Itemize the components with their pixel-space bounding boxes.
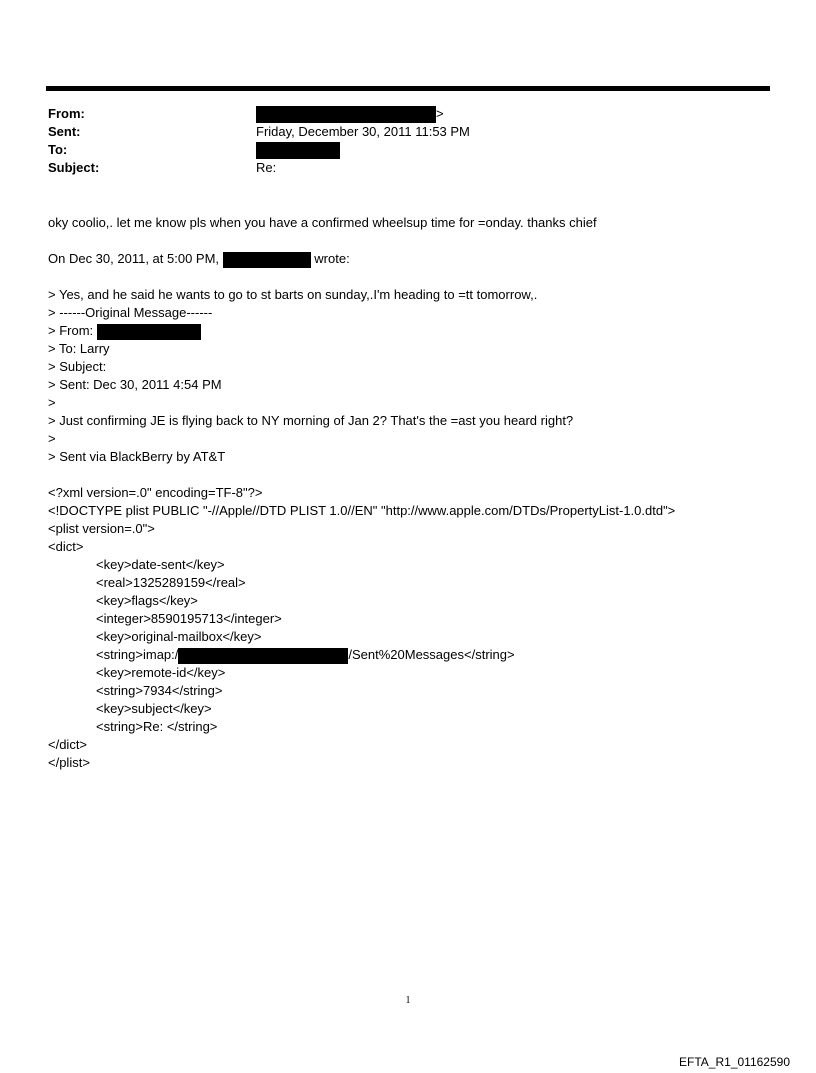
plist-line: <?xml version=.0" encoding=TF-8"?> <box>48 485 263 500</box>
attribution-prefix: On Dec 30, 2011, at 5:00 PM, <box>48 251 220 266</box>
subject-value: Re: <box>256 160 277 175</box>
quoted-line: > Subject: <box>48 359 107 374</box>
quoted-line: > <box>48 431 56 446</box>
to-value <box>256 141 340 159</box>
quoted-from-line <box>48 322 768 340</box>
plist-line: </plist> <box>48 755 90 770</box>
quoted-line: > Just confirming JE is flying back to NY morning of Jan 2? That's the =ast you heard right? <box>48 413 574 428</box>
plist-line: <real>1325289159</real> <box>96 575 246 590</box>
subject-row <box>48 159 748 177</box>
plist-line: <!DOCTYPE plist PUBLIC "-//Apple//DTD PLIST 1.0//EN" "http://www.apple.com/DTDs/PropertyList-1.0.dtd"> <box>48 503 676 518</box>
subject-label: Subject: <box>48 160 100 175</box>
plist-line: <key>flags</key> <box>96 593 198 608</box>
quoted-line: > Sent via BlackBerry by AT&T <box>48 449 226 464</box>
quoted-line: > Yes, and he said he wants to go to st barts on sunday,.I'm heading to =tt tomorrow,. <box>48 287 538 302</box>
from-label: From: <box>48 106 85 121</box>
plist-line: <integer>8590195713</integer> <box>96 611 282 626</box>
redaction-box <box>256 106 436 123</box>
from-suffix: > <box>436 106 444 121</box>
attribution-suffix: wrote: <box>314 251 350 266</box>
redaction-box <box>178 648 348 664</box>
plist-line: <key>original-mailbox</key> <box>96 629 262 644</box>
imap-prefix: <string>imap:/ <box>96 647 179 662</box>
plist-imap-line <box>48 646 768 664</box>
sent-value: Friday, December 30, 2011 11:53 PM <box>256 124 470 139</box>
from-value <box>256 105 444 123</box>
plist-line: <string>7934</string> <box>96 683 223 698</box>
redaction-box <box>97 324 201 340</box>
from-row <box>48 105 748 123</box>
quoted-line: > Sent: Dec 30, 2011 4:54 PM <box>48 377 222 392</box>
to-label: To: <box>48 142 68 157</box>
quoted-line: > To: Larry <box>48 341 110 356</box>
page-number: 1 <box>405 995 411 1006</box>
plist-line: <key>subject</key> <box>96 701 212 716</box>
quoted-line: > ------Original Message------ <box>48 305 213 320</box>
to-row <box>48 141 748 159</box>
bates-number: EFTA_R1_01162590 <box>679 1055 790 1069</box>
plist-line: <string>Re: </string> <box>96 719 218 734</box>
plist-line: <plist version=.0"> <box>48 521 155 536</box>
plist-line: <key>date-sent</key> <box>96 557 225 572</box>
email-header <box>48 105 748 177</box>
imap-suffix: /Sent%20Messages</string> <box>348 647 515 662</box>
quoted-line: > <box>48 395 56 410</box>
redaction-box <box>256 142 340 159</box>
attribution-line <box>48 250 768 268</box>
reply-line: oky coolio,. let me know pls when you have a confirmed wheelsup time for =onday. thanks chief <box>48 215 597 230</box>
top-rule <box>46 86 770 91</box>
plist-line: <key>remote-id</key> <box>96 665 226 680</box>
sent-label: Sent: <box>48 124 81 139</box>
redaction-box <box>223 252 311 268</box>
email-body <box>48 214 768 772</box>
plist-line: </dict> <box>48 737 88 752</box>
sent-row <box>48 123 748 141</box>
quoted-from-label: > From: <box>48 323 94 338</box>
plist-line: <dict> <box>48 539 84 554</box>
